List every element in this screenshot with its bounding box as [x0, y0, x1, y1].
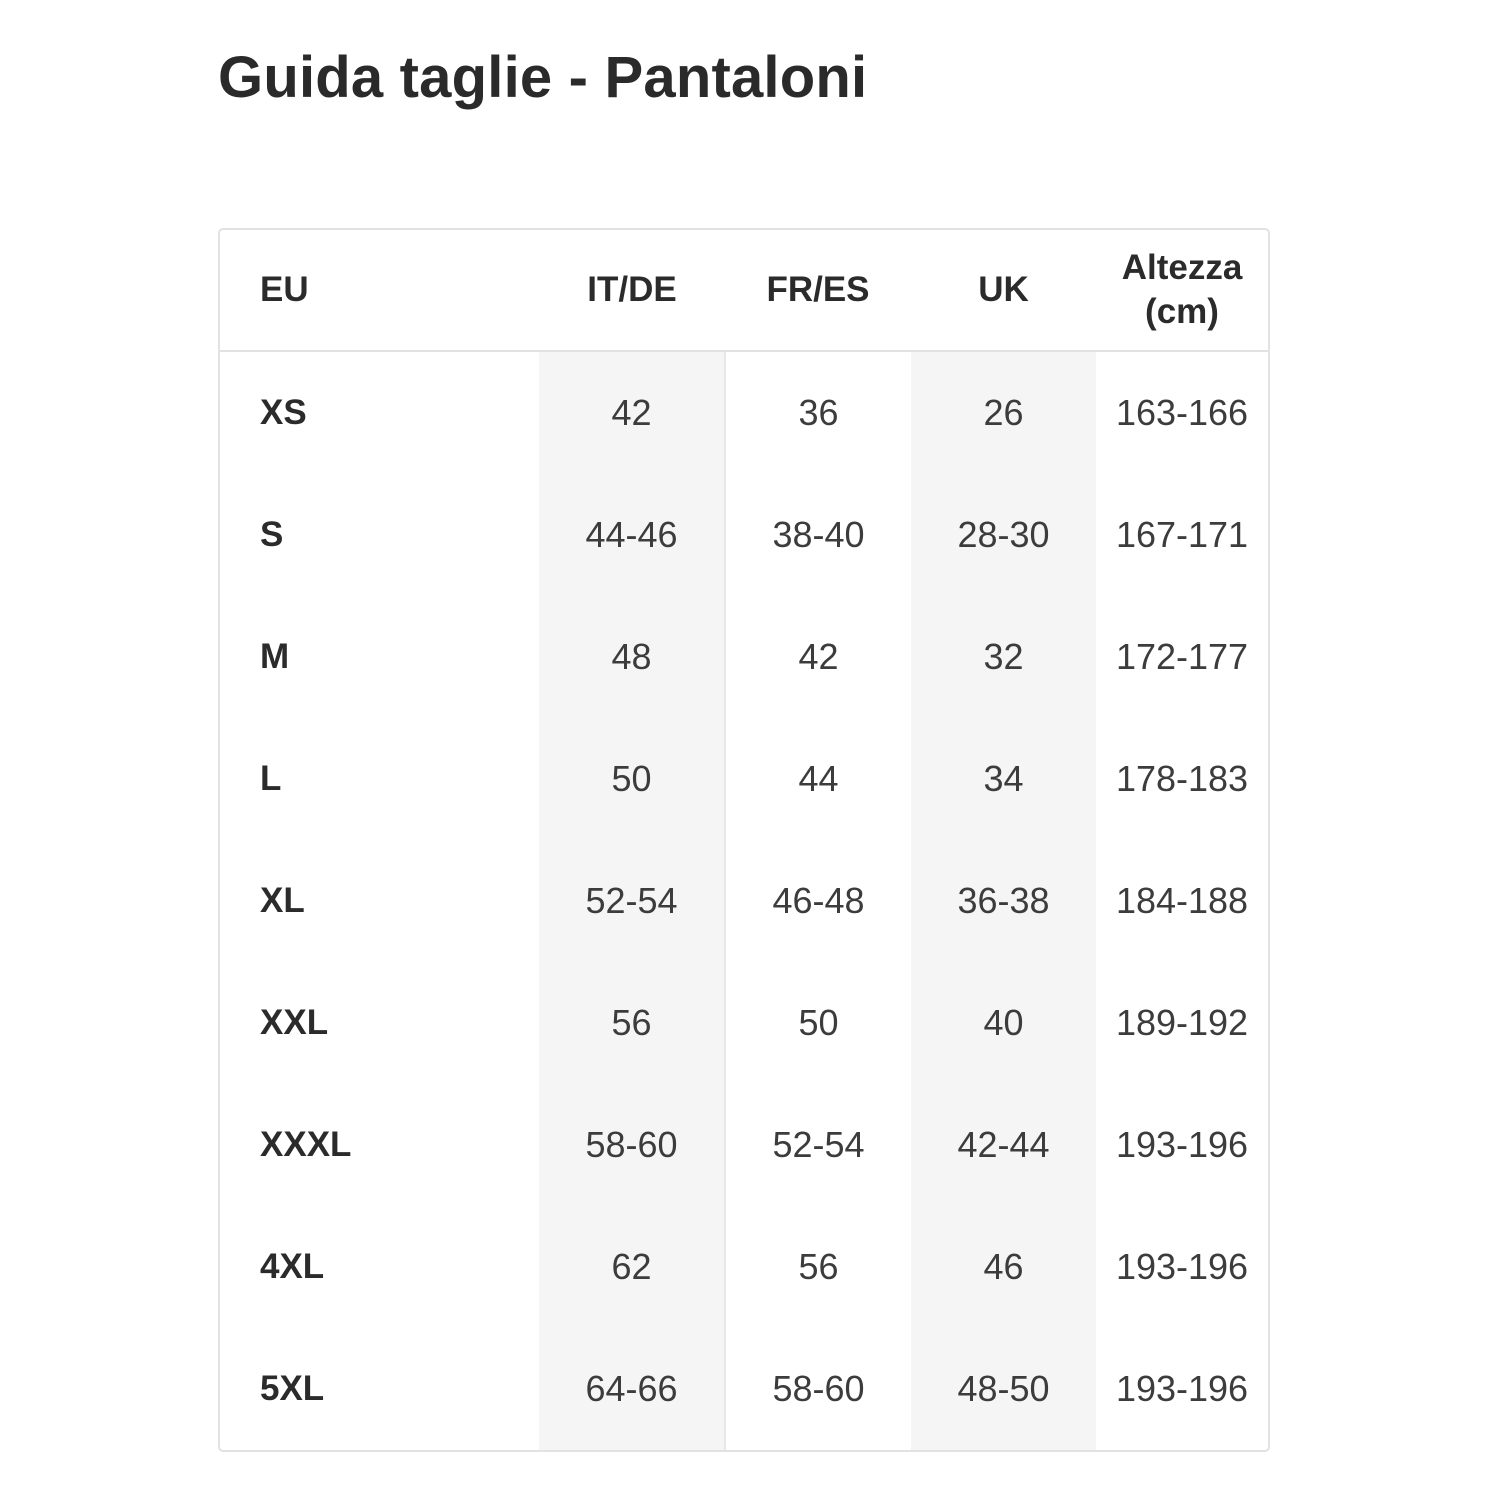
table-row — [220, 474, 1268, 596]
size-fr-es-cell: 58-60 — [725, 1328, 911, 1450]
column-header-it-de: IT/DE — [539, 230, 725, 351]
height-cell: 193-196 — [1115, 1124, 1249, 1165]
column-header-eu: EU — [220, 230, 539, 351]
size-uk-cell: 32 — [911, 596, 1096, 718]
size-table — [220, 230, 1268, 1450]
column-header-fr-es: FR/ES — [725, 230, 911, 351]
size-eu-cell: XXXL — [260, 1125, 352, 1164]
table-header-row — [220, 230, 1268, 351]
size-eu-cell: 4XL — [260, 1247, 325, 1286]
size-uk-cell: 26 — [911, 351, 1096, 474]
table-row — [220, 962, 1268, 1084]
size-fr-es-cell: 44 — [725, 718, 911, 840]
size-eu-cell: 5XL — [260, 1369, 325, 1408]
size-uk-cell: 28-30 — [911, 474, 1096, 596]
size-it-de-cell: 56 — [539, 962, 725, 1084]
height-cell: 163-166 — [1115, 392, 1249, 433]
height-cell: 178-183 — [1115, 758, 1249, 799]
size-uk-cell: 48-50 — [911, 1328, 1096, 1450]
height-cell: 167-171 — [1115, 514, 1249, 555]
size-fr-es-cell: 42 — [725, 596, 911, 718]
size-uk-cell: 42-44 — [911, 1084, 1096, 1206]
size-it-de-cell: 58-60 — [539, 1084, 725, 1206]
size-uk-cell: 34 — [911, 718, 1096, 840]
table-row — [220, 1084, 1268, 1206]
size-fr-es-cell: 56 — [725, 1206, 911, 1328]
size-it-de-cell: 52-54 — [539, 840, 725, 962]
size-it-de-cell: 44-46 — [539, 474, 725, 596]
size-eu-cell: S — [260, 515, 284, 554]
table-body — [220, 351, 1268, 1450]
height-cell: 184-188 — [1115, 880, 1249, 921]
size-uk-cell: 36-38 — [911, 840, 1096, 962]
size-eu-cell: XXL — [260, 1003, 329, 1042]
size-it-de-cell: 62 — [539, 1206, 725, 1328]
page-title: Guida taglie - Pantaloni — [218, 45, 868, 110]
height-cell: 193-196 — [1115, 1368, 1249, 1409]
size-it-de-cell: 48 — [539, 596, 725, 718]
size-uk-cell: 46 — [911, 1206, 1096, 1328]
size-fr-es-cell: 38-40 — [725, 474, 911, 596]
table-row — [220, 840, 1268, 962]
size-eu-cell: M — [260, 637, 290, 676]
size-eu-cell: L — [260, 759, 282, 798]
column-header-height: Altezza (cm) — [1096, 230, 1268, 351]
size-it-de-cell: 42 — [539, 351, 725, 474]
size-it-de-cell: 50 — [539, 718, 725, 840]
size-fr-es-cell: 52-54 — [725, 1084, 911, 1206]
height-cell: 172-177 — [1115, 636, 1249, 677]
size-chart-table — [218, 228, 1270, 1452]
table-row — [220, 718, 1268, 840]
column-header-uk: UK — [911, 230, 1096, 351]
size-fr-es-cell: 36 — [725, 351, 911, 474]
size-uk-cell: 40 — [911, 962, 1096, 1084]
size-fr-es-cell: 46-48 — [725, 840, 911, 962]
table-row — [220, 351, 1268, 474]
size-eu-cell: XL — [260, 881, 305, 920]
table-row — [220, 1328, 1268, 1450]
height-cell: 189-192 — [1115, 1002, 1249, 1043]
height-cell: 193-196 — [1115, 1246, 1249, 1287]
table-row — [220, 1206, 1268, 1328]
table-row — [220, 596, 1268, 718]
size-eu-cell: XS — [260, 393, 307, 432]
size-fr-es-cell: 50 — [725, 962, 911, 1084]
size-it-de-cell: 64-66 — [539, 1328, 725, 1450]
